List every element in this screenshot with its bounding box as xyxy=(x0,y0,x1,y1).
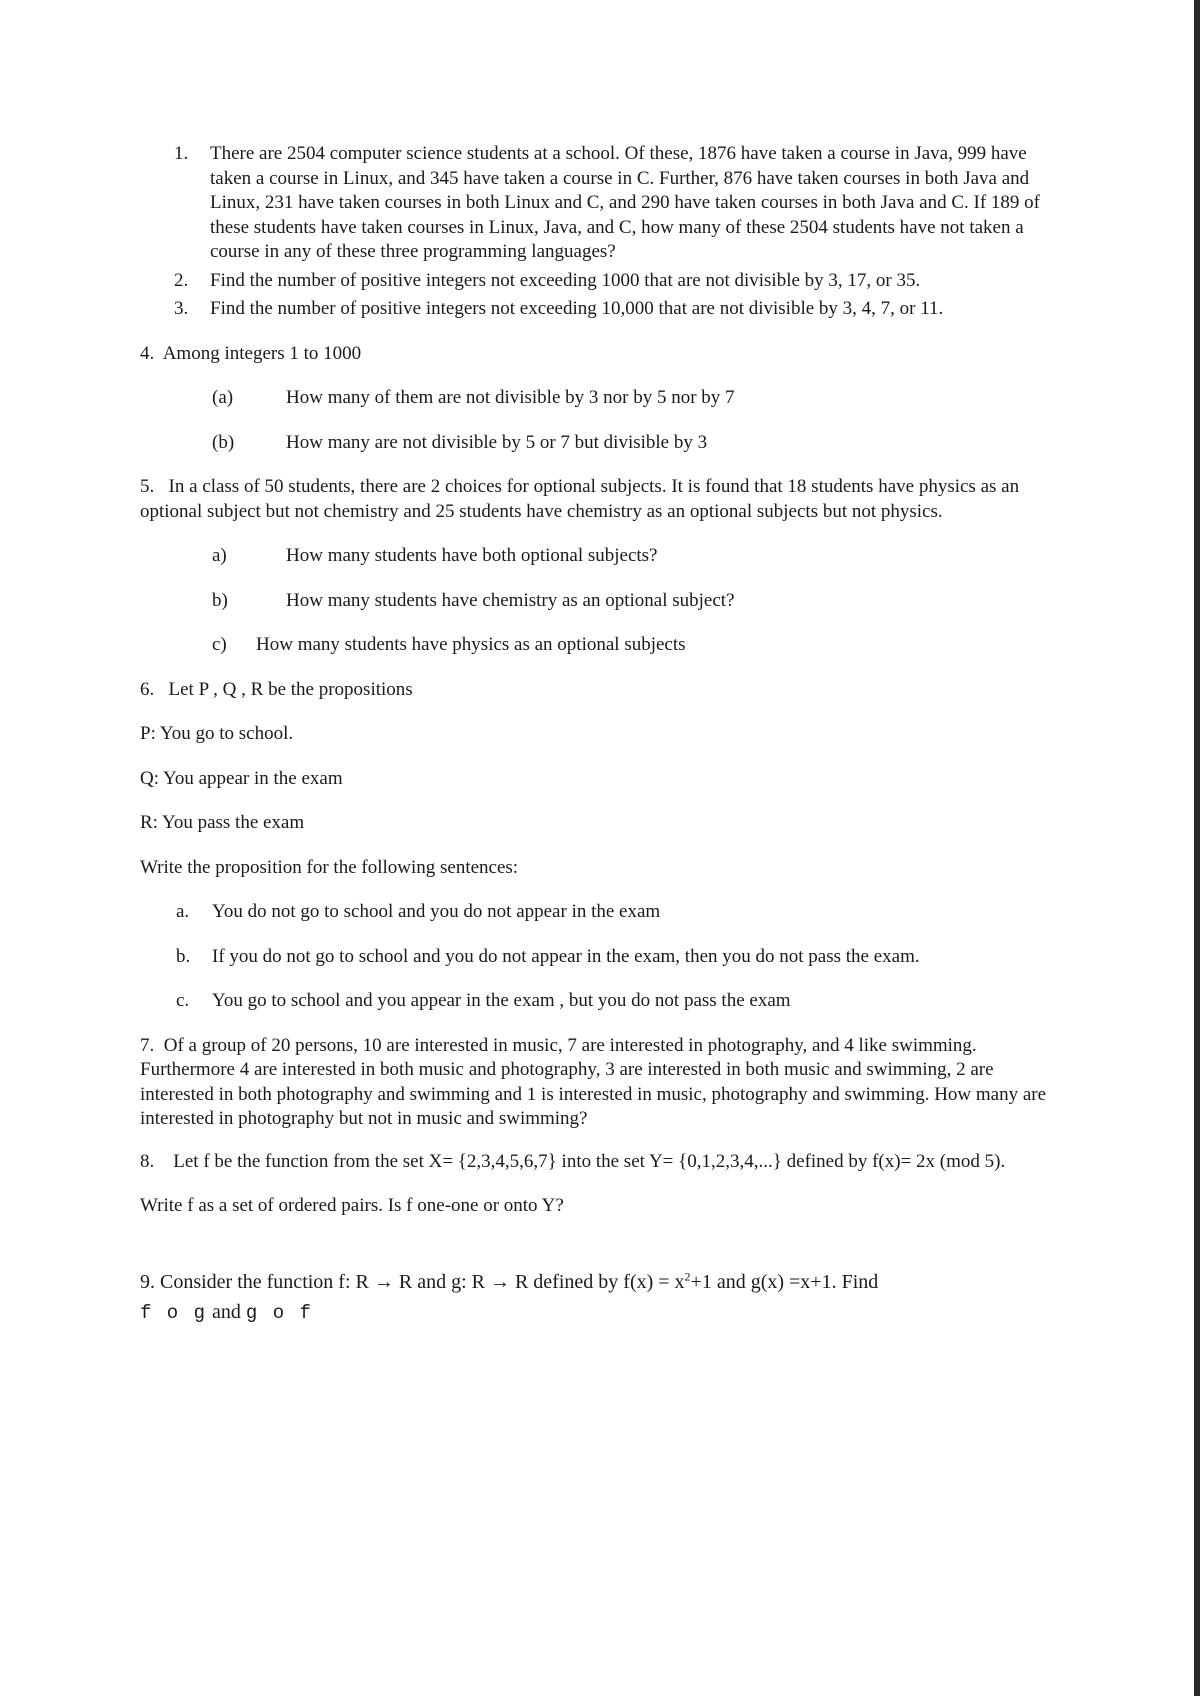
part-label: c) xyxy=(212,634,227,655)
question-text: Let P , Q , R be the propositions xyxy=(168,678,413,700)
part-text: How many students have physics as an optional subjects xyxy=(256,634,686,655)
question-6-part-a xyxy=(140,900,1050,925)
question-4-part-a xyxy=(140,386,1050,411)
question-text-part-1: Consider the function f: R → R and g: R → R defined by f(x) = x xyxy=(160,1270,685,1293)
part-label: b. xyxy=(176,945,191,967)
question-4-stem xyxy=(140,342,1050,367)
question-text-part-2: +1 and g(x) =x+1. Find xyxy=(690,1270,879,1293)
proposition-p: P: You go to school. xyxy=(140,723,294,744)
question-5-part-b xyxy=(140,589,1050,614)
part-text: How many of them are not divisible by 3 nor by 5 nor by 7 xyxy=(286,387,735,408)
question-8-followup: Write f as a set of ordered pairs. Is f one-one or onto Y? xyxy=(140,1195,564,1216)
question-number: 9. xyxy=(140,1270,155,1293)
question-text: There are 2504 computer science students at a school. Of these, 1876 have taken a course in Java, 999 have taken a course in Linux, and 345 have taken a course in C. Further, 876 have taken courses in both Java and Linux, 231 have taken courses in both Linux and C, and 290 have taken courses in both Java and C. If 189 of these students have taken courses in Linux, Java, and C, how many of these 2504 students have not taken a course in any of these three programming languages? xyxy=(210,143,1041,262)
part-text: How many students have both optional subjects? xyxy=(286,545,658,566)
page-edge xyxy=(1194,0,1200,1696)
part-label: b) xyxy=(212,589,228,611)
part-label: a) xyxy=(212,545,227,566)
proposition-q: Q: You appear in the exam xyxy=(140,767,343,789)
question-7-text xyxy=(140,1034,1050,1132)
composition-fog: f o g xyxy=(140,1301,208,1324)
question-5 xyxy=(140,475,1050,658)
part-label: c. xyxy=(176,990,190,1011)
part-text: You do not go to school and you do not appear in the exam xyxy=(212,901,661,922)
question-number: 1. xyxy=(174,143,189,164)
question-list-1-3 xyxy=(174,142,1050,322)
question-6 xyxy=(140,678,1050,1014)
question-number: 5. xyxy=(140,476,155,497)
question-text: Let f be the function from the set X= {2,3,4,5,6,7} into the set Y= {0,1,2,3,4,...} defined by f(x)= 2x (mod 5). xyxy=(173,1150,1006,1172)
question-6-part-b xyxy=(140,945,1050,970)
proposition-r: R: You pass the exam xyxy=(140,812,305,833)
question-number: 7. xyxy=(140,1034,155,1056)
question-7 xyxy=(140,1034,1050,1132)
question-text: Among integers 1 to 1000 xyxy=(162,342,362,364)
question-1 xyxy=(174,142,1050,265)
question-text: Find the number of positive integers not exceeding 1000 that are not divisible by 3, 17, or 35. xyxy=(210,269,921,291)
part-text: If you do not go to school and you do not appear in the exam, then you do not pass the exam. xyxy=(212,945,920,967)
question-text: Find the number of positive integers not exceeding 10,000 that are not divisible by 3, 4, 7, or 11. xyxy=(210,298,944,319)
question-5-part-c xyxy=(140,633,1050,658)
question-number: 8. xyxy=(140,1150,155,1172)
part-text: How many are not divisible by 5 or 7 but divisible by 3 xyxy=(286,431,708,453)
question-number: 2. xyxy=(174,269,189,291)
question-text: Of a group of 20 persons, 10 are interested in music, 7 are interested in photography, and 4 like swimming. Furthermore 4 are interested in both music and photography, 3 are interested in both music and swimming, 2 are interested in both photography and swimming and 1 is interested in music, photography and swimming. How many are interested in photography but not in music and swimming? xyxy=(140,1034,1047,1129)
part-label: (a) xyxy=(212,387,234,408)
question-9 xyxy=(140,1267,1050,1328)
question-text: In a class of 50 students, there are 2 choices for optional subjects. It is found that 18 students have physics as an optional subject but not chemistry and 25 students have chemistry as an optional subjects but not physics. xyxy=(140,476,1020,522)
question-4-part-b xyxy=(140,431,1050,456)
part-text: You go to school and you appear in the exam , but you do not pass the exam xyxy=(212,990,791,1011)
and-word: and xyxy=(212,1300,241,1323)
question-9-text xyxy=(140,1267,1050,1328)
part-text: How many students have chemistry as an optional subject? xyxy=(286,589,735,611)
question-number: 4. xyxy=(140,342,155,364)
part-label: a. xyxy=(176,901,190,922)
part-label: (b) xyxy=(212,431,235,453)
question-5-part-a xyxy=(140,544,1050,569)
question-6-stem xyxy=(140,678,1050,703)
exponent: 2 xyxy=(684,1268,691,1283)
question-8-text xyxy=(140,1150,1050,1175)
question-number: 3. xyxy=(174,298,189,319)
question-3 xyxy=(174,297,1050,322)
question-4 xyxy=(140,342,1050,456)
document-body xyxy=(140,142,1050,1328)
question-6-instruction: Write the proposition for the following sentences: xyxy=(140,856,519,878)
composition-gof: g o f xyxy=(245,1301,313,1324)
question-8 xyxy=(140,1150,1050,1219)
question-5-stem xyxy=(140,475,1050,524)
question-2 xyxy=(174,269,1050,294)
question-6-part-c xyxy=(140,989,1050,1014)
question-number: 6. xyxy=(140,678,155,700)
